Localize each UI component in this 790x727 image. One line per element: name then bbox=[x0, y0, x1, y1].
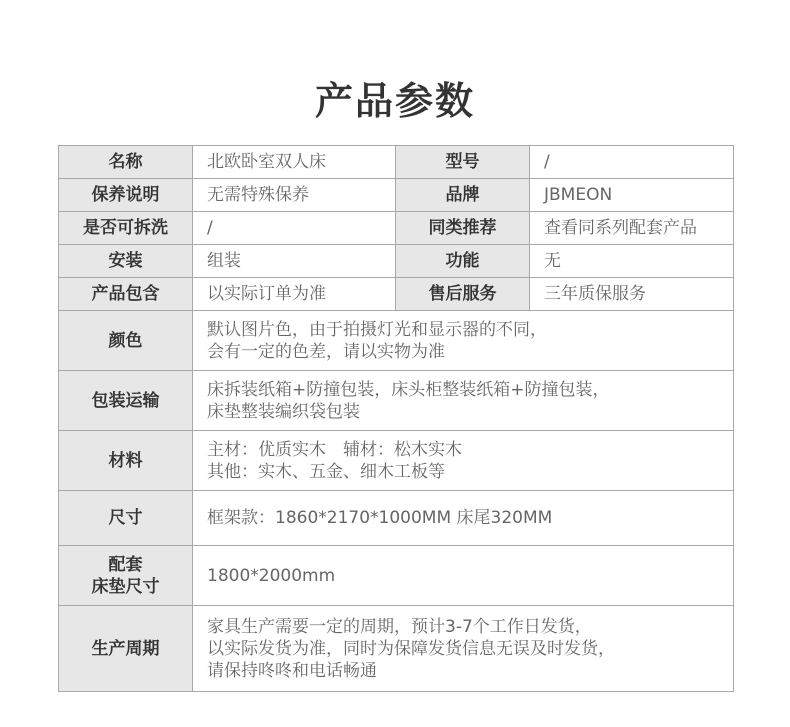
color-label: 颜色 bbox=[59, 311, 193, 371]
mattress-value: 1800*2000mm bbox=[193, 546, 734, 606]
color-row bbox=[59, 311, 734, 371]
row-value: 组装 bbox=[193, 245, 396, 278]
row-label: 型号 bbox=[396, 146, 530, 179]
color-value bbox=[193, 311, 734, 371]
color-line: 默认图片色，由于拍摄灯光和显示器的不同， bbox=[207, 319, 547, 340]
row-label: 品牌 bbox=[396, 179, 530, 212]
page-title: 产品参数 bbox=[314, 79, 475, 123]
material-label: 材料 bbox=[59, 431, 193, 491]
row-label: 产品包含 bbox=[59, 278, 193, 311]
row-value: 以实际订单为准 bbox=[193, 278, 396, 311]
row-value: JBMEON bbox=[530, 179, 734, 212]
packing-line: 床拆装纸箱+防撞包装，床头柜整装纸箱+防撞包装， bbox=[207, 379, 610, 400]
mattress-label bbox=[59, 546, 193, 606]
cycle-line: 请保持咚咚和电话畅通 bbox=[207, 660, 377, 681]
row-label: 售后服务 bbox=[396, 278, 530, 311]
spec-table bbox=[58, 145, 734, 692]
cycle-row bbox=[59, 606, 734, 692]
row-value: 无需特殊保养 bbox=[193, 179, 396, 212]
row-label: 保养说明 bbox=[59, 179, 193, 212]
row-value: 无 bbox=[530, 245, 734, 278]
cycle-line: 以实际发货为准，同时为保障发货信息无误及时发货， bbox=[207, 638, 615, 659]
row-label: 同类推荐 bbox=[396, 212, 530, 245]
cycle-value bbox=[193, 606, 734, 692]
mattress-row bbox=[59, 546, 734, 606]
packing-value bbox=[193, 371, 734, 431]
cycle-label: 生产周期 bbox=[59, 606, 193, 692]
material-value bbox=[193, 431, 734, 491]
packing-row bbox=[59, 371, 734, 431]
mattress-label-line: 配套 bbox=[108, 554, 143, 575]
table-row bbox=[59, 245, 734, 278]
packing-label: 包装运输 bbox=[59, 371, 193, 431]
packing-line: 床垫整装编织袋包装 bbox=[207, 401, 360, 422]
color-line: 会有一定的色差，请以实物为准 bbox=[207, 341, 445, 362]
table-row bbox=[59, 212, 734, 245]
row-value: / bbox=[193, 212, 396, 245]
row-label: 功能 bbox=[396, 245, 530, 278]
size-value: 框架款：1860*2170*1000MM 床尾320MM bbox=[193, 491, 734, 546]
size-row bbox=[59, 491, 734, 546]
size-label: 尺寸 bbox=[59, 491, 193, 546]
cycle-line: 家具生产需要一定的周期，预计3-7个工作日发货， bbox=[207, 616, 592, 637]
table-row bbox=[59, 179, 734, 212]
material-row bbox=[59, 431, 734, 491]
material-line: 主材：优质实木 辅材：松木实木 bbox=[207, 439, 462, 460]
mattress-label-line: 床垫尺寸 bbox=[91, 576, 160, 597]
table-row bbox=[59, 146, 734, 179]
row-value: 北欧卧室双人床 bbox=[193, 146, 396, 179]
row-label: 是否可拆洗 bbox=[59, 212, 193, 245]
row-label: 名称 bbox=[59, 146, 193, 179]
row-value: 三年质保服务 bbox=[530, 278, 734, 311]
row-value: / bbox=[530, 146, 734, 179]
table-row bbox=[59, 278, 734, 311]
row-label: 安装 bbox=[59, 245, 193, 278]
row-value: 查看同系列配套产品 bbox=[530, 212, 734, 245]
material-line: 其他：实木、五金、细木工板等 bbox=[207, 461, 445, 482]
